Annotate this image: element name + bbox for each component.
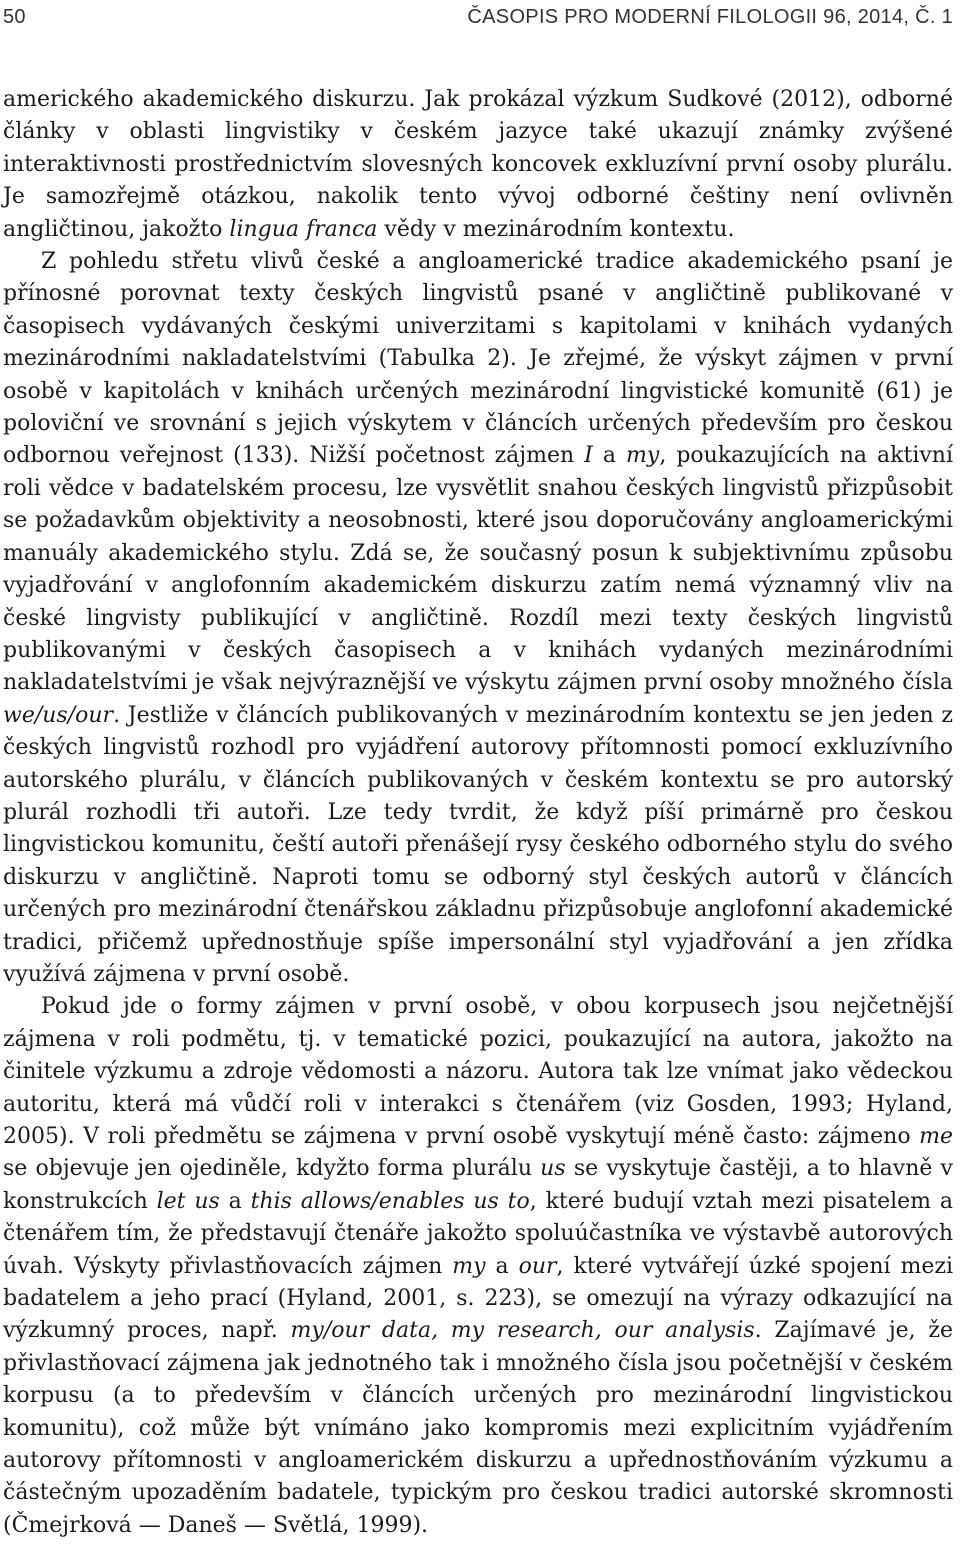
text-run: Z pohledu střetu vlivů české a angloamerické tradice akademického psaní je přínosné porovnat texty českých lingvistů psané v angličtině publikované v časopisech vydávaných českými univerzitami s kapitolami v knihách vydaných mezinárodními nakladatelstvími (Tabulka 2). Je zřejmé, že výskyt zájmen v první osobě v kapitolách v knihách určených mezinárodní lingvistické komunitě (61) je poloviční ve srovnání s jejich výskytem v článcích určených především pro českou odbornou veřejnost (133). Nižší početnost zájmen bbox=[3, 249, 953, 469]
italic-term: we/us/our bbox=[3, 702, 114, 728]
text-run: , které vytvářejí úzké spojení mezi badatelem a jeho prací (Hyland, 2001, s. 223), se omezují na výrazy odkazující na výzkumný proces, např. bbox=[3, 1253, 954, 1344]
paragraph-continuation bbox=[3, 84, 953, 246]
italic-term: my bbox=[626, 443, 660, 469]
italic-term: our bbox=[518, 1253, 557, 1279]
text-run: se vyskytuje častěji, a to hlavně v konstrukcích bbox=[3, 1156, 953, 1214]
italic-term: let us bbox=[156, 1188, 220, 1214]
text-run: , poukazujících na aktivní roli vědce v badatelském procesu, lze vysvětlit snahou českých lingvistů přizpůsobit se požadavkům objektivity a neosobnosti, které jsou doporučovány angloamerickými manuály akademického stylu. Zdá se, že současný posun k subjektivnímu způsobu vyjadřování v anglofonním akademickém diskurzu zatím nemá významný vliv na české lingvisty publikující v angličtině. Rozdíl mezi texty českých lingvistů publikovanými v českých časopisech a v knihách vydaných mezinárodními nakladatelstvími je však nejvýraznější ve výskytu zájmen první osoby množného čísla bbox=[3, 443, 953, 696]
italic-term: I bbox=[584, 443, 593, 469]
paragraph-czech-vs-international bbox=[3, 246, 953, 991]
text-run: a bbox=[592, 443, 627, 469]
text-run: . Jestliže v článcích publikovaných v mezinárodním kontextu se jen jeden z českých lingvistů rozhodl pro vyjádření autorovy přítomnosti pomocí exkluzívního autorského plurálu, v článcích publikovaných v českém kontextu se pro autorský plurál rozhodli tři autoři. Lze tedy tvrdit, že když píší primárně pro českou lingvistickou komunitu, čeští autoři přenášejí rysy českého odborného stylu do svého diskurzu v angličtině. Naproti tomu se odborný styl českých autorů v článcích určených pro mezinárodní čtenářskou základnu přizpůsobuje anglofonní akademické tradici, přičemž upřednostňuje spíše impersonální styl vyjadřování a jen zřídka využívá zájmena v první osobě. bbox=[3, 702, 953, 987]
italic-term: my bbox=[452, 1253, 486, 1279]
italic-term: lingua franca bbox=[229, 216, 378, 242]
page-number: 50 bbox=[3, 6, 26, 28]
italic-term: this allows/enables us to bbox=[250, 1188, 530, 1214]
italic-term: my/our data, my research, our analysis bbox=[290, 1318, 755, 1344]
italic-term: us bbox=[540, 1156, 566, 1182]
running-head bbox=[3, 6, 953, 38]
journal-title: ČASOPIS PRO MODERNÍ FILOLOGII 96, 2014, Č. 1 bbox=[467, 6, 953, 28]
article-body bbox=[3, 84, 953, 1542]
text-run: Pokud jde o formy zájmen v první osobě, v obou korpusech jsou nejčetnější zájmena v roli podmětu, tj. v tematické pozici, poukazující na autora, jakožto na činitele výzkumu a zdroje vědomosti a názoru. Autora tak lze vnímat jako vědeckou autoritu, která má vůdčí roli v interakci s čtenářem (viz Gosden, 1993; Hyland, 2005). V roli předmětu se zájmena v první osobě vyskytují méně často: zájmeno bbox=[3, 994, 953, 1149]
text-run: a bbox=[485, 1253, 519, 1279]
text-run: a bbox=[219, 1188, 251, 1214]
italic-term: me bbox=[919, 1124, 953, 1149]
paragraph-pronoun-forms bbox=[3, 991, 953, 1542]
text-run: se objevuje jen ojediněle, kdyžto forma plurálu bbox=[3, 1156, 541, 1182]
text-run: vědy v mezinárodním kontextu. bbox=[377, 216, 735, 242]
text-run: , které budují vztah mezi pisatelem a čtenářem tím, že představují čtenáře jakožto spoluúčastníka ve výstavbě autorových úvah. Výskyty přivlastňovacích zájmen bbox=[3, 1188, 953, 1279]
text-run: amerického akademického diskurzu. Jak prokázal výzkum Sudkové (2012), odborné články v oblasti lingvistiky v českém jazyce také ukazují známky zvýšené interaktivnosti prostřednictvím slovesných koncovek exkluzívní první osoby plurálu. Je samozřejmě otázkou, nakolik tento vývoj odborné češtiny není ovlivněn angličtinou, jakožto bbox=[3, 87, 953, 242]
text-run: . Zajímavé je, že přivlastňovací zájmena jak jednotného tak i množného čísla jsou početnější v českém korpusu (a to především v článcích určených pro mezinárodní lingvistickou komunitu), což může být vnímáno jako kompromis mezi explicitním vyjádřením autorovy přítomnosti v angloamerickém diskurzu a upřednostňováním výzkumu a částečným upozaděním badatele, typickým pro českou tradici autorské skromnosti (Čmejrková — Daneš — Světlá, 1999). bbox=[3, 1318, 953, 1538]
